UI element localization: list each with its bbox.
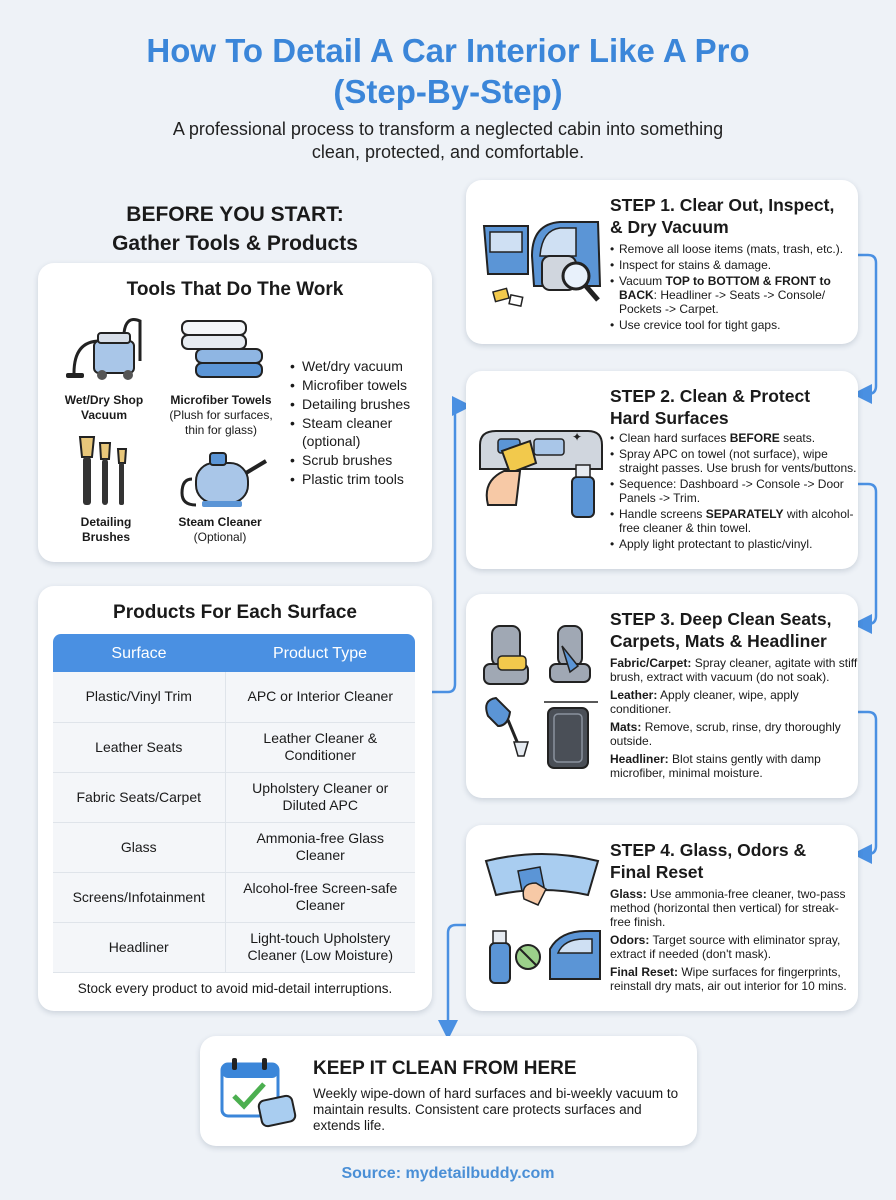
source-credit: Source: mydetailbuddy.com <box>341 1165 555 1182</box>
step-4-item <box>610 965 858 993</box>
step-4-item-label: Final Reset: <box>610 965 679 979</box>
step-4-item <box>610 933 858 961</box>
step-4-body <box>610 887 858 997</box>
step-2-bullet: • Apply light protectant to plastic/vinyl. <box>610 537 858 551</box>
step-3-item-label: Fabric/Carpet: <box>610 656 692 670</box>
svg-text:✦: ✦ <box>572 430 583 444</box>
connector-products-to-step2 <box>432 406 462 692</box>
product-cell: Light-touch Upholstery Cleaner (Low Moisture) <box>225 922 415 972</box>
step-2-body <box>610 431 858 553</box>
step-4-item-text: Target source with eliminator spray, extract if needed (don't mask). <box>610 933 841 961</box>
subtitle-line-1: A professional process to transform a neglected cabin into something <box>172 119 724 139</box>
detailing-brushes-label <box>56 515 156 545</box>
table-row <box>53 772 415 822</box>
surface-cell: Glass <box>53 822 225 872</box>
step-2-bullet: • Handle screens SEPARATELY with alcohol-free cleaner & thin towel. <box>610 507 858 535</box>
steam-name: Steam Cleaner <box>178 515 262 529</box>
header-product-type: Product Type <box>225 634 415 672</box>
step-4-item-text: Use ammonia-free cleaner, two-pass method (horizontal then vertical) for streak-free finish. <box>610 887 846 929</box>
step-3-item-text: Remove, scrub, rinse, dry thoroughly outside. <box>610 720 841 748</box>
car-door-inspect-icon <box>480 216 606 312</box>
tools-list-item: • Detailing brushes <box>290 395 420 413</box>
steam-note: (Optional) <box>193 530 247 544</box>
table-row <box>53 822 415 872</box>
page-title-line-2: (Step-By-Step) <box>333 73 563 110</box>
microfiber-towels-icon <box>178 315 266 379</box>
step-3-item <box>610 656 858 684</box>
step-3-body <box>610 656 858 784</box>
step-3-item-label: Leather: <box>610 688 658 702</box>
surface-cell: Fabric Seats/Carpet <box>53 772 225 822</box>
tools-list-item: • Plastic trim tools <box>290 470 420 488</box>
step-2-title: STEP 2. Clean & Protect Hard Surfaces <box>610 386 811 428</box>
keep-clean-title: KEEP IT CLEAN FROM HERE <box>313 1058 577 1079</box>
step-1-bullet: • Inspect for stains & damage. <box>610 258 858 272</box>
products-card <box>38 586 432 1011</box>
step-1-bullet: • Vacuum TOP to BOTTOM & FRONT to BACK: Headliner -> Seats -> Console/ Pockets -> Carpet. <box>610 274 858 316</box>
towels-name: Microfiber Towels <box>170 393 272 407</box>
connector-step3-to-step4 <box>858 712 876 854</box>
tools-list-item: • Wet/dry vacuum <box>290 357 420 375</box>
step-1-body <box>610 242 858 334</box>
step-3-item-text: Blot stains gently with damp microfiber, minimal moisture. <box>610 752 821 780</box>
step-4-item-text: Wipe surfaces for fingerprints, reinstall dry mats, air out interior for 10 mins. <box>610 965 847 993</box>
step-3-item-text: Apply cleaner, wipe, apply conditioner. <box>610 688 799 716</box>
step-3-item-text: Spray cleaner, agitate with stiff brush, extract with vacuum (do not soak). <box>610 656 858 684</box>
step-3-card <box>466 594 858 798</box>
products-card-title: Products For Each Surface <box>113 602 357 623</box>
tools-list <box>290 357 420 489</box>
step-1-title: STEP 1. Clear Out, Inspect, & Dry Vacuum <box>610 195 835 237</box>
table-row <box>53 922 415 972</box>
connector-step2-to-step3 <box>858 484 876 624</box>
products-table-header <box>53 634 415 672</box>
table-row <box>53 872 415 922</box>
tools-list-item: • Microfiber towels <box>290 376 420 394</box>
step-3-item <box>610 752 858 780</box>
step-4-card <box>466 825 858 1011</box>
shop-vacuum-name-line-1: Wet/Dry Shop <box>64 393 144 407</box>
step-4-item-label: Glass: <box>610 887 647 901</box>
towels-note-line-1: (Plush for surfaces, <box>169 408 273 422</box>
step-3-title: STEP 3. Deep Clean Seats, Carpets, Mats & Headliner <box>610 609 832 651</box>
step-3-item-label: Headliner: <box>610 752 669 766</box>
keep-clean-card <box>200 1036 697 1146</box>
connector-step4-to-keep <box>448 925 466 1030</box>
product-cell: Upholstery Cleaner or Diluted APC <box>225 772 415 822</box>
surface-cell: Headliner <box>53 922 225 972</box>
tools-list-item: • Steam cleaner (optional) <box>290 414 420 450</box>
step-1-bullet: • Remove all loose items (mats, trash, etc.). <box>610 242 858 256</box>
product-cell: APC or Interior Cleaner <box>225 672 415 722</box>
table-row <box>53 722 415 772</box>
surface-cell: Screens/Infotainment <box>53 872 225 922</box>
step-2-card <box>466 371 858 569</box>
step-3-item-label: Mats: <box>610 720 642 734</box>
tools-card-title: Tools That Do The Work <box>126 279 344 300</box>
shop-vacuum-icon <box>64 311 144 383</box>
table-row <box>53 672 415 722</box>
detailing-brushes-icon <box>76 435 136 509</box>
header-surface: Surface <box>53 634 225 672</box>
step-3-item <box>610 688 858 716</box>
dashboard-wipe-icon <box>476 421 606 521</box>
subtitle-line-2: clean, protected, and comfortable. <box>311 142 585 162</box>
product-cell: Ammonia-free Glass Cleaner <box>225 822 415 872</box>
step-4-title: STEP 4. Glass, Odors & Final Reset <box>610 840 807 882</box>
connector-step1-to-step2 <box>858 255 876 394</box>
steam-cleaner-icon <box>180 445 270 509</box>
before-heading-line-1: BEFORE YOU START: <box>126 203 344 226</box>
surface-cell: Leather Seats <box>53 722 225 772</box>
step-1-card <box>466 180 858 344</box>
step-2-bullet: • Sequence: Dashboard -> Console -> Door Panels -> Trim. <box>610 477 858 505</box>
brushes-name-line-2: Brushes <box>81 530 131 544</box>
surface-cell: Plastic/Vinyl Trim <box>53 672 225 722</box>
step-1-bullet: • Use crevice tool for tight gaps. <box>610 318 858 332</box>
step-2-bullet: • Clean hard surfaces BEFORE seats. <box>610 431 858 445</box>
seat-cleaning-icon <box>478 616 608 776</box>
shop-vacuum-label <box>46 393 162 423</box>
keep-clean-text: Weekly wipe-down of hard surfaces and bi-weekly vacuum to maintain results. Consistent care protects surfaces and extends life. <box>313 1086 679 1133</box>
products-table <box>53 634 415 973</box>
tools-list-item: • Scrub brushes <box>290 451 420 469</box>
step-4-item-label: Odors: <box>610 933 650 947</box>
step-4-item <box>610 887 858 929</box>
calendar-check-icon <box>218 1054 298 1130</box>
product-cell: Leather Cleaner & Conditioner <box>225 722 415 772</box>
product-cell: Alcohol-free Screen-safe Cleaner <box>225 872 415 922</box>
products-footer-note: Stock every product to avoid mid-detail interruptions. <box>77 981 393 996</box>
step-3-item <box>610 720 858 748</box>
before-heading-line-2: Gather Tools & Products <box>112 232 358 255</box>
towels-note-line-2: thin for glass) <box>184 423 258 437</box>
tools-card <box>38 263 432 562</box>
microfiber-towels-label <box>162 393 280 438</box>
steam-cleaner-label <box>168 515 272 545</box>
step-2-bullet: • Spray APC on towel (not surface), wipe straight passes. Use brush for vents/buttons. <box>610 447 858 475</box>
glass-odor-icon <box>480 849 606 999</box>
shop-vacuum-name-line-2: Vacuum <box>80 408 128 422</box>
brushes-name-line-1: Detailing <box>80 515 132 529</box>
page-title-line-1: How To Detail A Car Interior Like A Pro <box>146 32 750 69</box>
